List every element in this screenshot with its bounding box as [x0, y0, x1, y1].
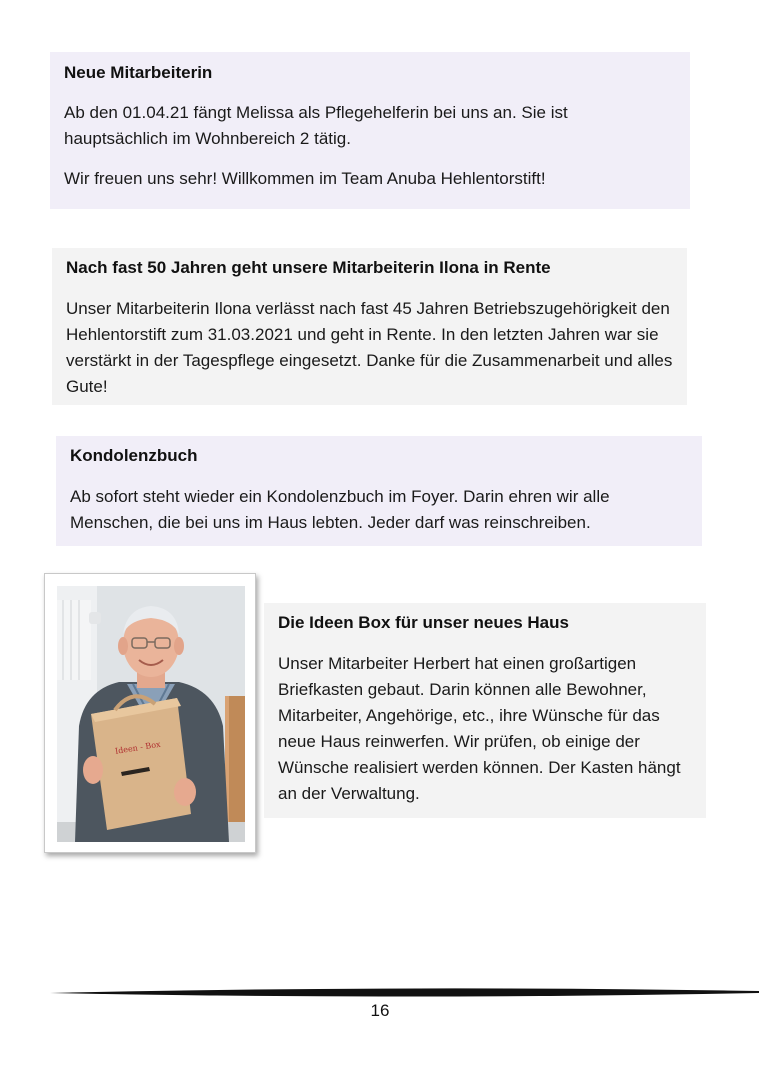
section-condolence-book	[56, 436, 702, 546]
section-paragraph: Ab den 01.04.21 fängt Melissa als Pflegehelferin bei uns an. Sie ist hauptsächlich im Wohnbereich 2 tätig.	[64, 103, 568, 148]
section-heading: Neue Mitarbeiterin	[64, 63, 213, 82]
page-number: 16	[370, 1001, 390, 1020]
section-heading: Nach fast 50 Jahren geht unsere Mitarbeiterin Ilona in Rente	[66, 258, 551, 277]
section-idea-box	[264, 603, 706, 818]
footer-divider	[50, 986, 759, 1000]
box-label-text: Ideen - Box	[114, 739, 162, 756]
section-heading: Kondolenzbuch	[70, 446, 198, 465]
section-paragraph: Unser Mitarbeiter Herbert hat einen großartigen Briefkasten gebaut. Darin können alle Bewohner, Mitarbeiter, Angehörige, etc., ihre Wünsche für das neue Haus reinwerfen. Wir prüfen, ob einige der Wünsche realisiert werden können. Der Kasten hängt an der Verwaltung.	[278, 654, 681, 803]
section-retirement	[52, 248, 687, 405]
section-paragraph: Ab sofort steht wieder ein Kondolenzbuch im Foyer. Darin ehren wir alle Menschen, die bei uns im Haus lebten. Jeder darf was reinschreiben.	[70, 487, 610, 532]
photo-herbert-with-idea-box	[57, 586, 245, 842]
section-new-employee	[50, 52, 690, 209]
section-paragraph: Unser Mitarbeiterin Ilona verlässt nach fast 45 Jahren Betriebszugehörigkeit den Hehlentorstift zum 31.03.2021 und geht in Rente. In den letzten Jahren war sie verstärkt in der Tagespflege eingesetzt. Danke für die Zusammenarbeit und alles Gute!	[66, 299, 673, 396]
photo-frame	[44, 573, 256, 853]
section-paragraph: Wir freuen uns sehr! Willkommen im Team Anuba Hehlentorstift!	[64, 169, 546, 188]
section-heading: Die Ideen Box für unser neues Haus	[278, 613, 569, 632]
